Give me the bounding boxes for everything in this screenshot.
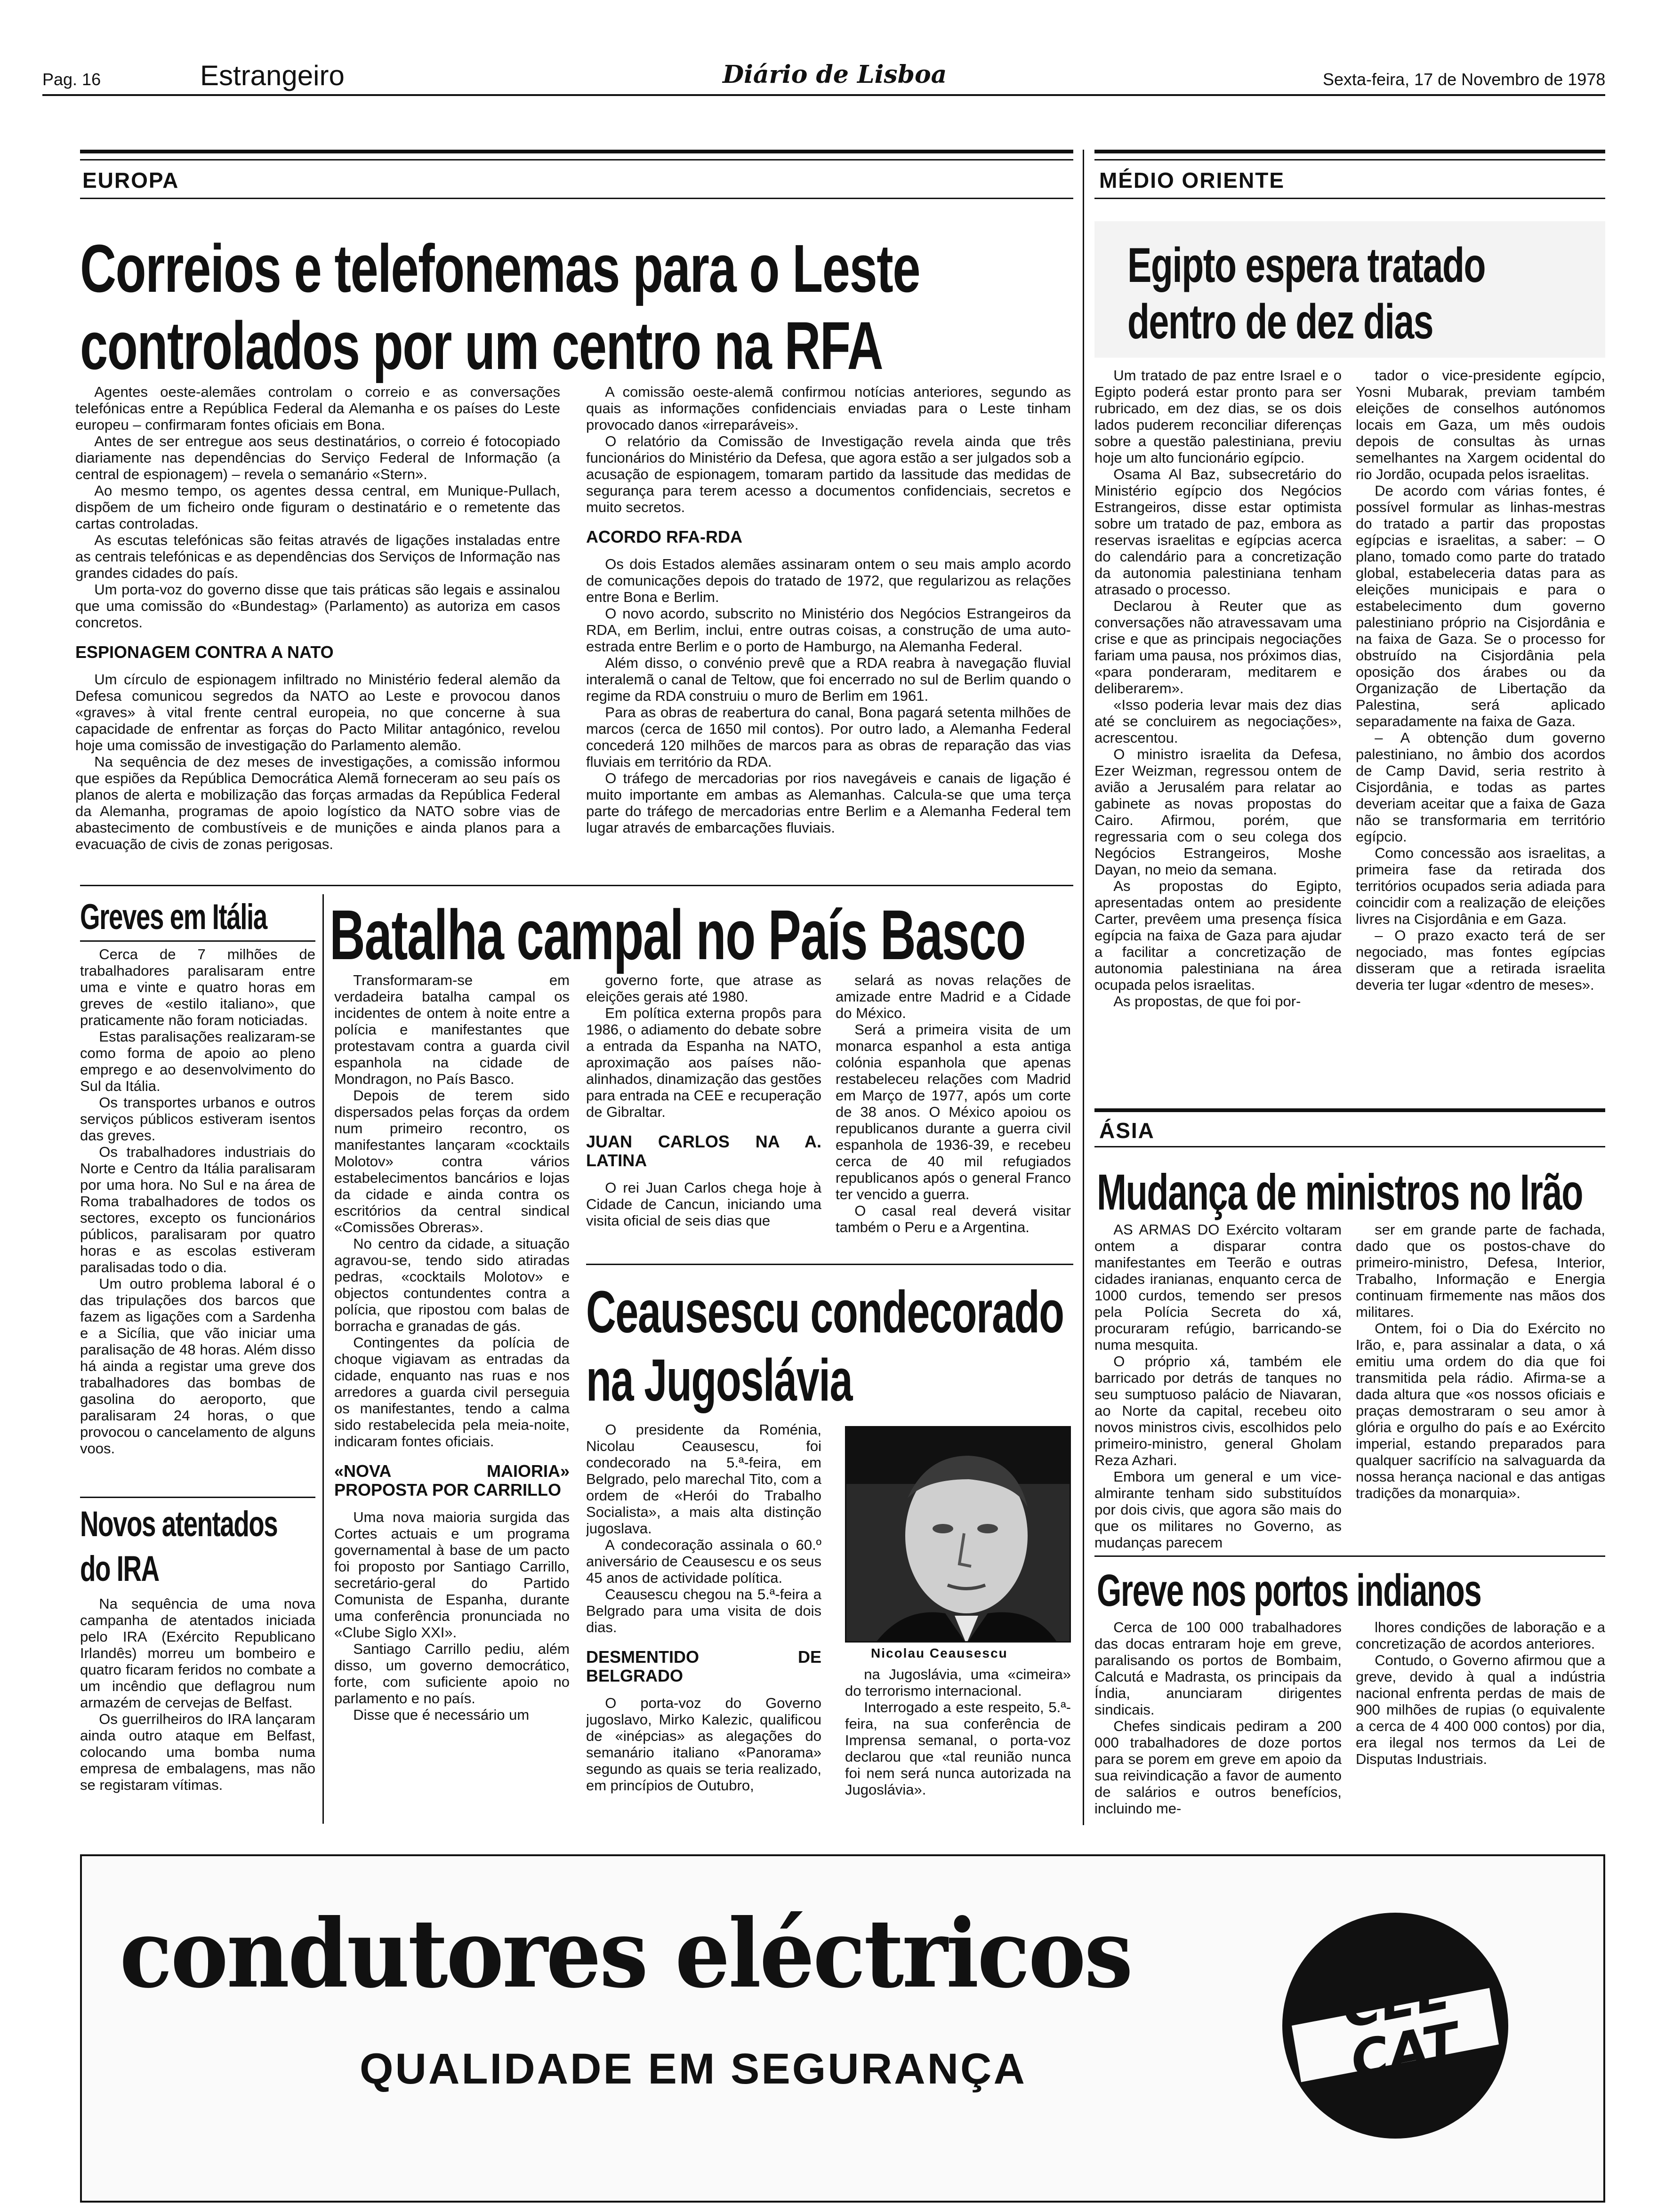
medio-oriente-column-2: [1356, 367, 1605, 1092]
paragraph: Interrogado a este respeito, 5.ª-feira, na sua conferência de Imprensa semanal, o porta-voz declarou que «tal reunião nunca foi nem será nunca autorizada na Jugoslávia».: [845, 1699, 1071, 1798]
medio-oriente-rule: [1094, 159, 1605, 160]
paragraph: Os dois Estados alemães assinaram ontem o seu mais amplo acordo de comunicações depois do tratado de 1972, que regularizou as relações entre Bona e Berlim.: [586, 556, 1071, 605]
ceausescu-column-1: [586, 1421, 821, 1824]
subheading: DESMENTIDO DE BELGRADO: [586, 1647, 821, 1685]
paragraph: O ministro israelita da Defesa, Ezer Weizman, regressou ontem de avião a Jerusalém para relatar ao gabinete as novas propostas do Cairo. Afirmou, porém, que regressaria com o seu colega dos Negócios Estrangeiros, Moshe Dayan, no meio da semana.: [1094, 746, 1342, 878]
paragraph: Uma nova maioria surgida das Cortes actuais e um programa governamental à base de um pacto foi proposto por Santiago Carrillo, secretário-geral do Partido Comunista de Espanha, durante uma conferência pronunciada no «Clube Siglo XXI».: [334, 1509, 570, 1641]
asia-column-1: [1094, 1221, 1342, 1553]
ceausescu-photo: [845, 1426, 1071, 1643]
paragraph: Um círculo de espionagem infiltrado no Ministério federal alemão da Defesa comunicou segredos da NATO ao Leste e provocou danos «graves» à vital frente central europeia, no que concerne à sua capacidade de enfrentar as forças do Pacto Militar antagónico, revelou hoje uma comissão de investigação do Parlamento alemão.: [75, 671, 560, 753]
paragraph: Transformaram-se em verdadeira batalha campal os incidentes de ontem à noite entre a polícia e manifestantes que protestavam contra a guarda civil espanhola na cidade de Mondragon, no País Basco.: [334, 972, 570, 1087]
medio-oriente-headline-line2: dentro de dez dias: [1127, 295, 1433, 349]
europa-column-2: [586, 384, 1071, 882]
paragraph: Os transportes urbanos e outros serviços públicos estiveram isentos das greves.: [80, 1094, 315, 1144]
basco-column-2: [586, 972, 821, 1254]
paragraph: – A obtenção dum governo palestiniano, no âmbio dos acordos de Camp David, seria restrito à Cisjordânia, e todas as partes deveriam aceitar que a faixa de Gaza não se transformaria em território egípcio.: [1356, 729, 1605, 845]
ira-headline-line1: Novos atentados: [80, 1504, 278, 1544]
subheading: ACORDO RFA-RDA: [586, 527, 742, 546]
ceausescu-headline-line2: na Jugoslávia: [586, 1347, 853, 1413]
portos-column-1: [1094, 1619, 1342, 1824]
paragraph: O rei Juan Carlos chega hoje à Cidade de Cancun, iniciando uma visita oficial de seis dias que: [586, 1179, 821, 1229]
europa-bottom-rule: [80, 885, 1073, 886]
asia-label: ÁSIA: [1099, 1118, 1155, 1143]
paragraph: Em política externa propôs para 1986, o adiamento do debate sobre a entrada da Espanha na NATO, aproximação aos países não-alinhados, dinamização das gestões para entrada na CEE e recuperação de Gibraltar.: [586, 1005, 821, 1120]
paragraph: Cerca de 7 milhões de trabalhadores paralisaram entre uma e vinte e quatro horas em greves de «estilo italiano», que praticamente não foram noticiadas.: [80, 946, 315, 1028]
asia-rule: [1094, 1108, 1605, 1112]
europa-label: EUROPA: [82, 168, 179, 192]
paragraph: Os guerrilheiros do IRA lançaram ainda outro ataque em Belfast, colocando uma bomba numa empresa de embalagens, mas não se registaram vítimas.: [80, 1711, 315, 1793]
paragraph: Será a primeira visita de um monarca espanhol a esta antiga colónia espanhola que apenas restabeleceu relações com Madrid em Março de 1977, após um corte de 38 anos. O México apoiou os republicanos durante a guerra civil espanhola de 1936-39, e recebeu cerca de 40 mil refugiados republicanos após o general Franco ter vencido a guerra.: [836, 1021, 1071, 1202]
paragraph: A comissão oeste-alemã confirmou notícias anteriores, segundo as quais as informações confidenciais enviadas para o Leste tinham provocado danos «irreparáveis».: [586, 384, 1071, 433]
paragraph: governo forte, que atrase as eleições gerais até 1980.: [586, 972, 821, 1005]
paragraph: Como concessão aos israelitas, a primeira fase da retirada dos territórios ocupados seria adiada para coincidir com a realização de eleições livres na Cisjordânia e em Gaza.: [1356, 845, 1605, 927]
paragraph: No centro da cidade, a situação agravou-se, tendo sido atiradas pedras, «cocktails Molotov» e objectos contundentes contra a polícia, que ripostou com balas de borracha e granadas de gás.: [334, 1235, 570, 1334]
paragraph: Um outro problema laboral é o das tripulações dos barcos que fazem as ligações com a Sardenha e a Sicília, que vão iniciar uma paralisação de 48 horas. Além disso há ainda a registar uma greve dos trabalhadores das bombas de gasolina do aeroporto, que paralisaram 24 horas, o que provocou o cancelamento de alguns voos.: [80, 1275, 315, 1457]
ceausescu-column-2: [845, 1666, 1071, 1824]
subheading: «NOVA MAIORIA» PROPOSTA POR CARRILLO: [334, 1461, 570, 1499]
portos-column-2: [1356, 1619, 1605, 1824]
paragraph: lhores condições de laboração e a concretização de acordos anteriores.: [1356, 1619, 1605, 1652]
paragraph: na Jugoslávia, uma «cimeira» do terrorismo internacional.: [845, 1666, 1071, 1699]
paragraph: O relatório da Comissão de Investigação revela ainda que três funcionários do Ministério da Defesa, que agora estão a ser julgados sob a acusação de espionagem, tomaram partido da lassitude das medidas de segurança para terem acesso a documentos confidenciais, secretos e muito secretos.: [586, 433, 1071, 515]
asia-label-rule: [1094, 1146, 1605, 1147]
medio-oriente-double-rule: [1094, 150, 1605, 153]
paragraph: Santiago Carrillo pediu, além disso, um governo democrático, forte, com suficiente apoio no parlamento e no país.: [334, 1641, 570, 1707]
portos-top-rule: [1094, 1555, 1605, 1557]
basco-column-1: [334, 972, 570, 1824]
paragraph: Contingentes da polícia de choque vigiavam as entradas da cidade, enquanto nas ruas e nos arredores a guarda civil perseguia os manifestantes, tendo a calma sido restabelecida pela meia-noite, indicaram fontes oficiais.: [334, 1334, 570, 1450]
europa-rule: [80, 159, 1073, 160]
section-name: Estrangeiro: [200, 60, 345, 91]
ira-body: [80, 1595, 315, 1821]
greves-italia-rule: [80, 940, 315, 942]
paragraph: Ceausescu chegou na 5.ª-feira a Belgrado para uma visita de dois dias.: [586, 1586, 821, 1635]
paragraph: tador o vice-presidente egípcio, Yosni Mubarak, previam também eleições de conselhos autónomos locais em Gaza, um mês oudois depois de consultas às urnas semelhantes na Xargem ocidental do rio Jordão, ocupada pelos israelitas.: [1356, 367, 1605, 482]
column-divider: [1083, 150, 1084, 1825]
paragraph: Declarou à Reuter que as conversações não atravessavam uma crise e que as principais negociações fariam uma pausa, nos próximos dias, «para ponderaram, meditarem e deliberarem».: [1094, 598, 1342, 697]
paragraph: Ao mesmo tempo, os agentes dessa central, em Munique-Pullach, dispõem de um ficheiro onde figuram o destinatário e o remetente das cartas controladas.: [75, 482, 560, 532]
europa-column-1: [75, 384, 560, 882]
paragraph: – O prazo exacto terá de ser negociado, mas fontes egípcias disseram que a retirada israelita deveria ter lugar «dentro de meses».: [1356, 927, 1605, 993]
paragraph: Embora um general e um vice-almirante tenham sido substituídos por dois civis, que agora são mais do que os militares no Governo, as mudanças parecem: [1094, 1468, 1342, 1551]
ceausescu-top-rule: [586, 1264, 1073, 1265]
subheading: ESPIONAGEM CONTRA A NATO: [75, 642, 334, 662]
paragraph: Na sequência de uma nova campanha de atentados iniciada pelo IRA (Exército Republicano Irlandês) morreu um bombeiro e quatro ficaram feridos no combate a um incêndio que deflagrou num armazém de cervejas de Belfast.: [80, 1595, 315, 1711]
page-date: Sexta-feira, 17 de Novembro de 1978: [1323, 70, 1606, 89]
ad-title: condutores eléctricos: [120, 1899, 1132, 2009]
paragraph: Contudo, o Governo afirmou que a greve, devido à qual a indústria nacional enfrenta perdas de mais de 900 milhões de rupias (o equivalente a cerca de 4 400 000 contos) por dia, era ilegal nos termos da Lei de Disputas Industriais.: [1356, 1652, 1605, 1767]
paragraph: AS ARMAS DO Exército voltaram ontem a disparar contra manifestantes em Teerão e outras cidades iranianas, enquanto cerca de 1000 curdos, temendo ser presos pela Polícia Secreta do xá, procuraram refúgio, barricando-se numa mesquita.: [1094, 1221, 1342, 1353]
medio-oriente-headline-line1: Egipto espera tratado: [1127, 238, 1486, 293]
ad-logo: [1263, 1903, 1527, 2148]
paragraph: O presidente da Roménia, Nicolau Ceausescu, foi condecorado na 5.ª-feira, em Belgrado, pelo marechal Tito, com a ordem de «Herói do Trabalho Socialista», a mais alta distinção jugoslava.: [586, 1421, 821, 1537]
paragraph: O porta-voz do Governo jugoslavo, Mirko Kalezic, qualificou de «inépcias» as alegações do semanário italiano «Panorama» segundo as quais se teria realizado, em princípios de Outubro,: [586, 1695, 821, 1794]
paragraph: Estas paralisações realizaram-se como forma de apoio ao pleno emprego e ao desenvolvimento do Sul da Itália.: [80, 1028, 315, 1094]
asia-headline: Mudança de ministros no Irão: [1097, 1163, 1583, 1220]
paragraph: Agentes oeste-alemães controlam o correio e as conversações telefónicas entre a República Federal da Alemanha e os países do Leste europeu – confirmaram fontes oficiais em Bona.: [75, 384, 560, 433]
ad-logo-text: CEL CAT: [1337, 1960, 1464, 2091]
paragraph: ser em grande parte de fachada, dado que os postos-chave do primeiro-ministro, Defesa, Interior, Trabalho, Informação e Energia continuam firmemente nas mãos dos militares.: [1356, 1221, 1605, 1320]
greves-italia-headline: Greves em Itália: [80, 897, 267, 937]
europa-headline-line1: Correios e telefonemas para o Leste: [80, 231, 920, 306]
ceausescu-headline-line1: Ceausescu condecorado: [586, 1279, 1064, 1345]
paragraph: Osama Al Baz, subsecretário do Ministério egípcio dos Negócios Estrangeiros, disse estar optimista sobre um tratado de paz, embora as reservas israelitas e egípcias acerca do calendário para a concretização da autonomia palestiniana tenham atrasado o processo.: [1094, 466, 1342, 598]
paragraph: Disse que é necessário um: [353, 1707, 530, 1723]
paragraph: De acordo com várias fontes, é possível formular as linhas-mestras do tratado a partir das propostas egípcias e israelitas, a saber: – O plano, tomado como parte do tratado global, estabeleceria datas para as eleições municipais e para o estabelecimento dum governo palestiniano próprio na Cisjordânia e na faixa de Gaza. Se o processo for obstruído na Cisjordânia pela oposição dos árabes ou da Organização de Libertação da Palestina, será aplicado separadamente na faixa de Gaza.: [1356, 482, 1605, 729]
paragraph: O casal real deverá visitar também o Peru e a Argentina.: [836, 1202, 1071, 1235]
advertisement: [80, 1854, 1605, 2203]
paragraph: Cerca de 100 000 trabalhadores das docas entraram hoje em greve, paralisando os portos de Bombaim, Calcutá e Madrasta, os principais da Índia, anunciaram dirigentes sindicais.: [1094, 1619, 1342, 1718]
greves-italia-body: [80, 946, 315, 1501]
paragraph: O novo acordo, subscrito no Ministério dos Negócios Estrangeiros da RDA, em Berlim, inclui, entre outras coisas, a construção de uma auto-estrada entre Berlim e o porto de Hamburgo, na Alemanha Federal.: [586, 605, 1071, 655]
paragraph: Ontem, foi o Dia do Exército no Irão, e, para assinalar a data, o xá emitiu uma ordem do dia que foi transmitida pela rádio. Afirma-se a dada altura que «os nossos oficiais e praças demostraram o seu amor à glória e orgulho do país e ao Exército imperial, estando preparados para qualquer sacrifício na salvaguarda da nossa herança nacional e das antigas tradições da monarquia».: [1356, 1320, 1605, 1501]
asia-column-2: [1356, 1221, 1605, 1553]
paragraph: Depois de terem sido dispersados pelas forças da ordem num primeiro recontro, os manifestantes lançaram «cocktails Molotov» contra vários estabelecimentos bancários e lojas da cidade e ainda contra os escritórios da central sindical «Comissões Obreras».: [334, 1087, 570, 1235]
portos-headline: Greve nos portos indianos: [1097, 1565, 1481, 1616]
ira-headline-line2: do IRA: [80, 1549, 159, 1589]
basco-headline: Batalha campal no País Basco: [330, 895, 1026, 974]
portrait-image: [846, 1427, 1071, 1643]
medio-oriente-label-rule: [1094, 198, 1605, 199]
paragraph: Para as obras de reabertura do canal, Bona pagará setenta milhões de marcos (cerca de 1650 mil contos). Por outro lado, a Alemanha Federal concederá 120 milhões de marcos para as obras de reparação das vias fluviais em território da RDA.: [586, 704, 1071, 770]
paragraph: Além disso, o convénio prevê que a RDA reabra à navegação fluvial interalemã o canal de Teltow, que foi encerrado no sul de Berlim quando o regime da RDA construiu o muro de Berlim em 1961.: [586, 655, 1071, 704]
paragraph: Na sequência de dez meses de investigações, a comissão informou que espiões da República Democrática Alemã forneceram ao seu país os planos de alerta e mobilização das forças armadas da República Federal da Alemanha, programas de apoio logístico da NATO sobre vias de abastecimento de combustíveis e de munições e ainda planos para a evacuação de civis de zonas perigosas.: [75, 753, 560, 852]
basco-column-3: [836, 972, 1071, 1254]
page-number: Pag. 16: [42, 70, 101, 89]
medio-oriente-label: MÉDIO ORIENTE: [1099, 168, 1285, 192]
ira-rule: [80, 1497, 315, 1498]
paragraph: A condecoração assinala o 60.º aniversário de Ceausescu e os seus 45 anos de actividade política.: [586, 1537, 821, 1586]
paragraph: «Isso poderia levar mais dez dias até se concluirem as negociações», acrescentou.: [1094, 697, 1342, 746]
paragraph: As propostas do Egipto, apresentadas ontem ao presidente Carter, prevêem uma presença física egípcia na faixa de Gaza para ajudar a facilitar a concretização de autonomia palestiniana na área ocupada pelos israelitas.: [1094, 878, 1342, 993]
paragraph: O próprio xá, também ele barricado por detrás de tanques no seu sumptuoso palácio de Niavaran, ao Norte da capital, recebeu oito novos ministros civis, escolhidos pelo primeiro-ministro, general Gholam Reza Azhari.: [1094, 1353, 1342, 1468]
paragraph: As propostas, de que foi por-: [1113, 993, 1301, 1010]
photo-caption: Nicolau Ceausescu: [871, 1646, 1008, 1660]
europa-double-rule: [80, 150, 1073, 153]
paragraph: Um tratado de paz entre Israel e o Egipto poderá estar pronto para ser rubricado, em dez dias, se os dois lados puderem reconciliar diferenças sobre a questão palestiniana, previu hoje um alto funcionário egípcio.: [1094, 367, 1342, 466]
paragraph: Um porta-voz do governo disse que tais práticas são legais e assinalou que uma comissão do «Bundestag» (Parlamento) as autoriza em casos concretos.: [75, 581, 560, 631]
paragraph: Antes de ser entregue aos seus destinatários, o correio é fotocopiado diariamente nas dependências do Serviço Federal de Informação (a central de espionagem) – revela o semanário «Stern».: [75, 433, 560, 482]
column-divider: [322, 894, 324, 1824]
masthead: Diário de Lisboa: [723, 60, 947, 89]
ad-tagline: QUALIDADE EM SEGURANÇA: [360, 2045, 1027, 2093]
paragraph: selará as novas relações de amizade entre Madrid e a Cidade do México.: [836, 972, 1071, 1021]
europa-headline-line2: controlados por um centro na RFA: [80, 308, 883, 384]
paragraph: Chefes sindicais pediram a 200 000 trabalhadores de doze portos para se porem em greve em apoio da sua reivindicação a favor de aumento de salários e outros benefícios, incluindo me-: [1094, 1718, 1342, 1817]
paragraph: Os trabalhadores industriais do Norte e Centro da Itália paralisaram por uma hora. No Sul e na área de Roma trabalhadores de todos os sectores, excepto os funcionários públicos, paralisaram por quatro horas e as escolas estiveram paralisadas todo o dia.: [80, 1144, 315, 1275]
header-rule: [42, 94, 1605, 96]
paragraph: As escutas telefónicas são feitas através de ligações instaladas entre as centrais telefónicas e as dependências dos Serviços de Informação nas grandes cidades do país.: [75, 532, 560, 581]
paragraph: O tráfego de mercadorias por rios navegáveis e canais de ligação é muito importante em ambas as Alemanhas. Calcula-se que uma terça parte do tráfego de mercadorias entre Berlim e a Alemanha Federal tem lugar através de embarcações fluviais.: [586, 770, 1071, 836]
subheading: JUAN CARLOS NA A. LATINA: [586, 1132, 821, 1170]
europa-label-rule: [80, 198, 1073, 199]
medio-oriente-column-1: [1094, 367, 1342, 1092]
